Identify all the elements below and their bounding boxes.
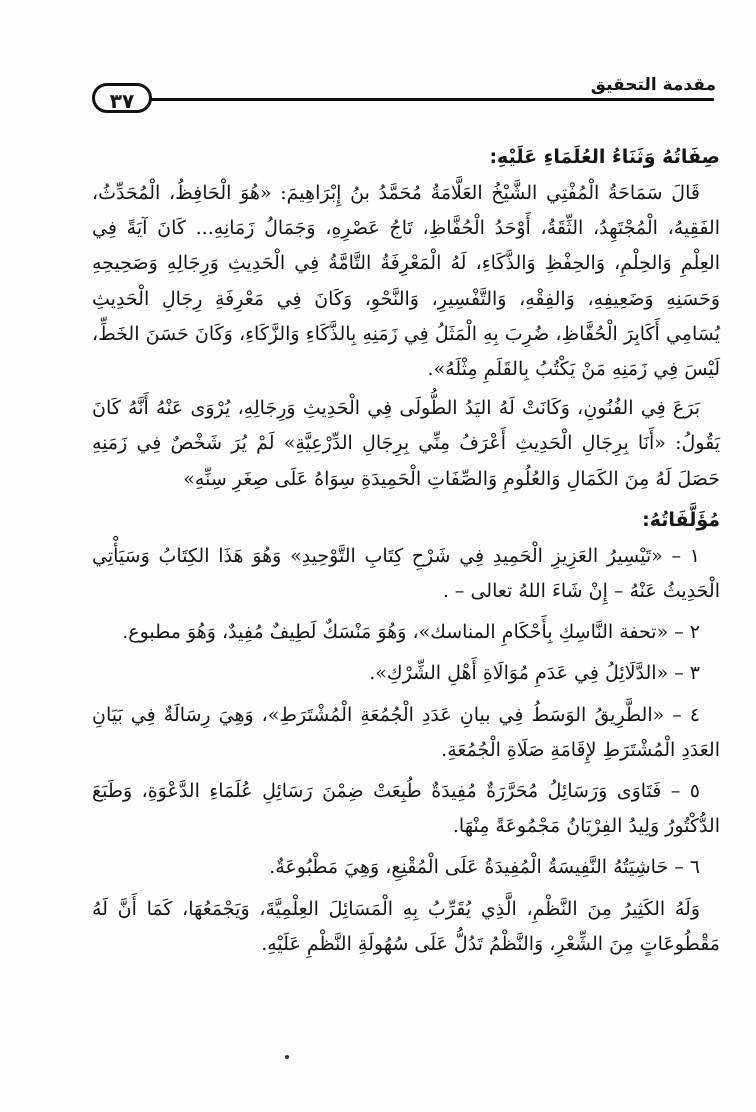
paragraph-praise-1: قَالَ سَمَاحَةُ الْمُفْتِي الشَّيْخُ العَلَّامَةُ مُحَمَّدُ بنُ إِبْرَاهِيمَ: «هُوَ الْحَافِظُ، الْمُحَدِّثُ، الفَقِيهُ، الْمُجْتَهِدُ، الثِّقَةُ، أَوْحَدُ الْحُفَّاظِ، تَاجُ عَصْرِهِ، وَجَمَالُ زَمَانِهِ... كَانَ آيَةً فِي العِلْمِ وَالحِلْمِ، وَالحِفْظِ وَالذَّكَاءِ، لَهُ الْمَعْرِفَةُ التَّامَّةُ فِي الْحَدِيثِ وَرِجَالِهِ وَصَحِيحِهِ وَحَسَنِهِ وَضَعِيفِهِ، وَالفِقْهِ، وَالتَّفْسِيرِ، وَالنَّحْوِ، وَكَانَ فِي مَعْرِفَةِ رِجَالِ الْحَدِيثِ يُسَامِي أَكَابِرَ الْحُفَّاظِ، ضُرِبَ بِهِ الْمَثَلُ فِي زَمَنِهِ بِالذَّكَاءِ وَالزَّكَاءِ، وَكَانَ حَسَنَ الخَطِّ، لَيْسَ فِي زَمَنِهِ مَنْ يَكْتُبُ بِالقَلَمِ مِثْلَهُ». bbox=[92, 182, 720, 381]
page-number-badge: ٣٧ bbox=[92, 83, 152, 113]
work-item-5: ٥ – فَتَاوَى وَرَسَائِلُ مُحَرَّرَةٌ مُفِيدَةٌ طُبِعَتْ ضِمْنَ رَسَائِلِ عُلَمَاءِ الدَّعْوَةِ، وَطَبَعَ الدُّكْتُورُ وَلِيدُ الفِرْيَانُ مَجْمُوعَةً مِنْهَا. bbox=[92, 780, 720, 838]
closing-paragraph: وَلَهُ الكَثِيرُ مِنَ النَّظْمِ، الَّذِي يُقَرِّبُ بِهِ الْمَسَائِلَ العِلْمِيَّةَ، وَيَجْمَعُهَا، كَمَا أَنَّ لَهُ مَقْطُوعَاتٍ مِنَ الشِّعْرِ، وَالنَّظْمُ تَدُلُّ عَلَى سُهُولَةِ النَّظْمِ عَلَيْهِ. bbox=[92, 897, 720, 955]
page-header bbox=[92, 74, 716, 113]
work-item-1: ١ – «تَيْسِيرُ العَزِيزِ الْحَمِيدِ فِي شَرْحِ كِتَابِ التَّوْحِيدِ» وَهُوَ هَذَا الكِتَابُ وَسَيَأْتِي الْحَدِيثُ عَنْهُ – إِنْ شَاءَ اللهُ تعالى – . bbox=[92, 544, 720, 603]
running-title: مقدمة التحقيق bbox=[590, 75, 716, 95]
work-item-4: ٤ – «الطَّرِيقُ الوَسَطُ فِي بيانِ عَدَدِ الْجُمُعَةِ الْمُشْتَرَطِ»، وَهِيَ رِسَالَةٌ فِي بَيَانِ العَدَدِ الْمُشْتَرَطِ لإِقَامَةِ صَلَاةِ الْجُمُعَةِ. bbox=[92, 703, 720, 761]
section-heading-works: مُؤَلَّفَاتُهُ: bbox=[642, 508, 720, 531]
footer-dot bbox=[285, 1055, 289, 1059]
page-body bbox=[92, 138, 720, 966]
paragraph-praise-2: بَرَعَ فِي الفُنُونِ، وَكَانَتْ لَهُ اليَدُ الطُّولَى فِي الْحَدِيثِ وَرِجَالِهِ، يُرْوَى عَنْهُ أَنَّهُ كَانَ يَقُولُ: «أَنَا بِرِجَالِ الْحَدِيثِ أَعْرَفُ مِنِّي بِرِجَالِ الدِّرْعِيَّةِ» لَمْ يُرَ شَخْصٌ فِي زَمَنِهِ حَصَلَ لَهُ مِنَ الكَمَالِ وَالعُلُومِ وَالصِّفَاتِ الْحَمِيدَةِ سِوَاهُ عَلَى صِغَرِ سِنِّهِ» bbox=[92, 397, 720, 490]
section-heading-praise: صِفَاتُهُ وَثَنَاءُ العُلَمَاءِ عَلَيْهِ: bbox=[489, 146, 720, 168]
header-rule bbox=[144, 98, 714, 101]
work-item-2: ٢ – «تحفة النَّاسِكِ بِأَحْكَامِ المناسك»، وَهُوَ مَنْسَكٌ لَطِيفٌ مُفِيدٌ، وَهُوَ مطبوع. bbox=[122, 621, 700, 644]
work-item-3: ٣ – «الدَّلَائِلُ فِي عَدَمِ مُوَالَاةِ أَهْلِ الشِّرْكِ». bbox=[369, 662, 700, 685]
work-item-6: ٦ – حَاشِيَتُهُ النَّفِيسَةُ الْمُفِيدَةُ عَلَى الْمُقْنِعِ، وَهِيَ مَطْبُوعَةٌ. bbox=[269, 856, 700, 879]
